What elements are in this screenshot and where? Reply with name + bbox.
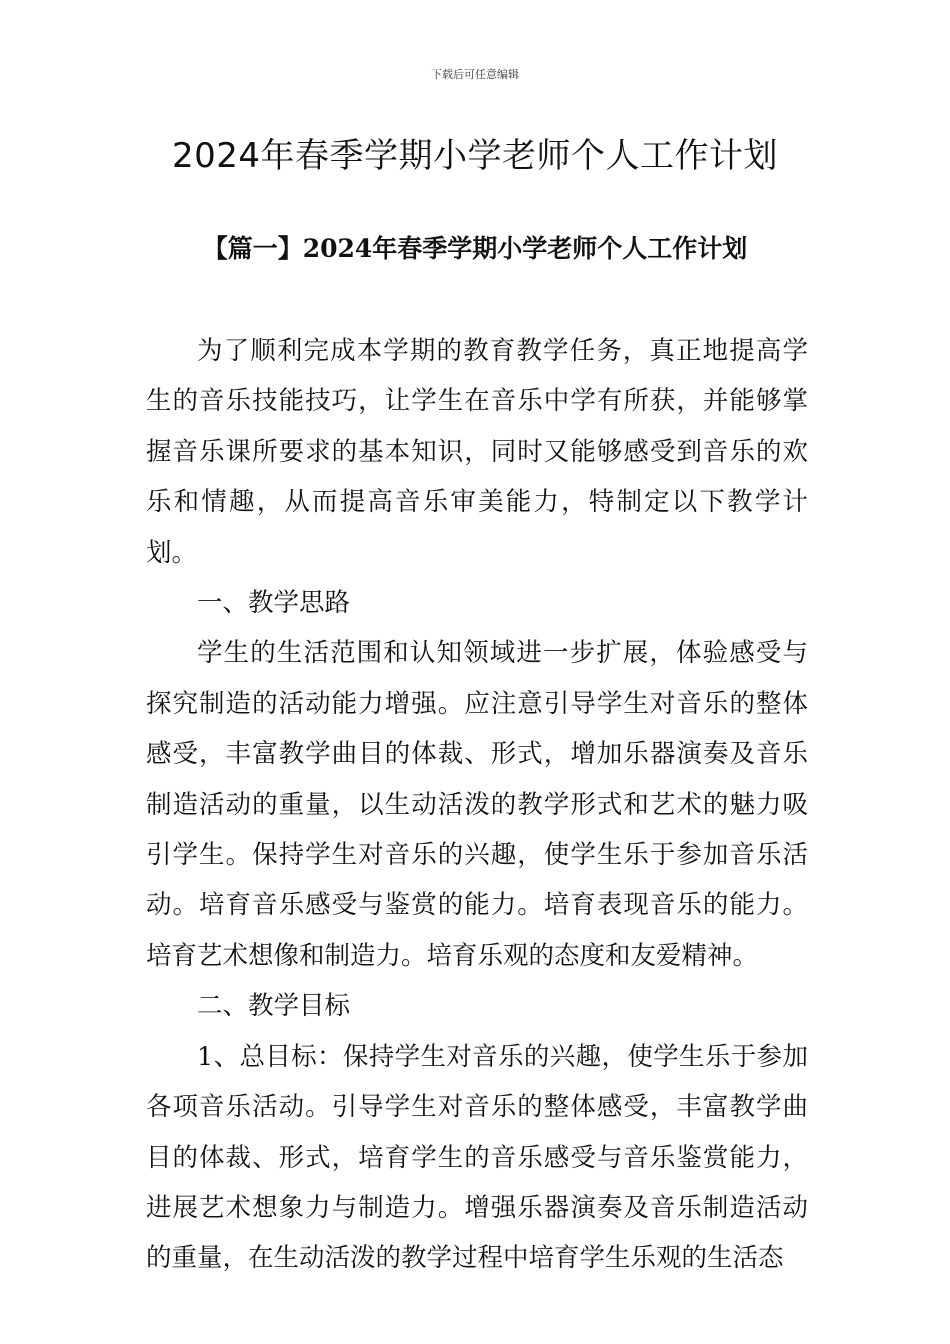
body-text	[146, 326, 808, 1284]
page-title: 2024年春季学期小学老师个人工作计划	[171, 136, 779, 176]
heading-teaching-approach: 一、教学思路	[197, 588, 351, 619]
header-note: 下载后可任意编辑	[431, 68, 519, 81]
paragraph-teaching-approach: 学生的生活范围和认知领域进一步扩展，体验感受与探究制造的活动能力增强。应注意引导学生对音乐的整体感受，丰富教学曲目的体裁、形式，增加乐器演奏及音乐制造活动的重量，以生动活泼的教学形式和艺术的魅力吸引学生。保持学生对音乐的兴趣，使学生乐于参加音乐活动。培育音乐感受与鉴赏的能力。培育表现音乐的能力。培育艺术想像和制造力。培育乐观的态度和友爱精神。	[146, 638, 808, 971]
paragraph-intro: 为了顺利完成本学期的教育教学任务，真正地提高学生的音乐技能技巧，让学生在音乐中学有所获，并能够掌握音乐课所要求的基本知识，同时又能够感受到音乐的欢乐和情趣，从而提高音乐审美能力，特制定以下教学计划。	[146, 336, 808, 568]
section-heading: 【篇一】2024年春季学期小学老师个人工作计划	[202, 234, 748, 263]
paragraph-overall-goal: 1、总目标：保持学生对音乐的兴趣，使学生乐于参加各项音乐活动。引导学生对音乐的整体感受，丰富教学曲目的体裁、形式，培育学生的音乐感受与音乐鉴赏能力，进展艺术想象力与制造力。增强乐器演奏及音乐制造活动的重量，在生动活泼的教学过程中培育学生乐观的生活态	[146, 1041, 808, 1274]
heading-teaching-goals: 二、教学目标	[197, 991, 351, 1022]
